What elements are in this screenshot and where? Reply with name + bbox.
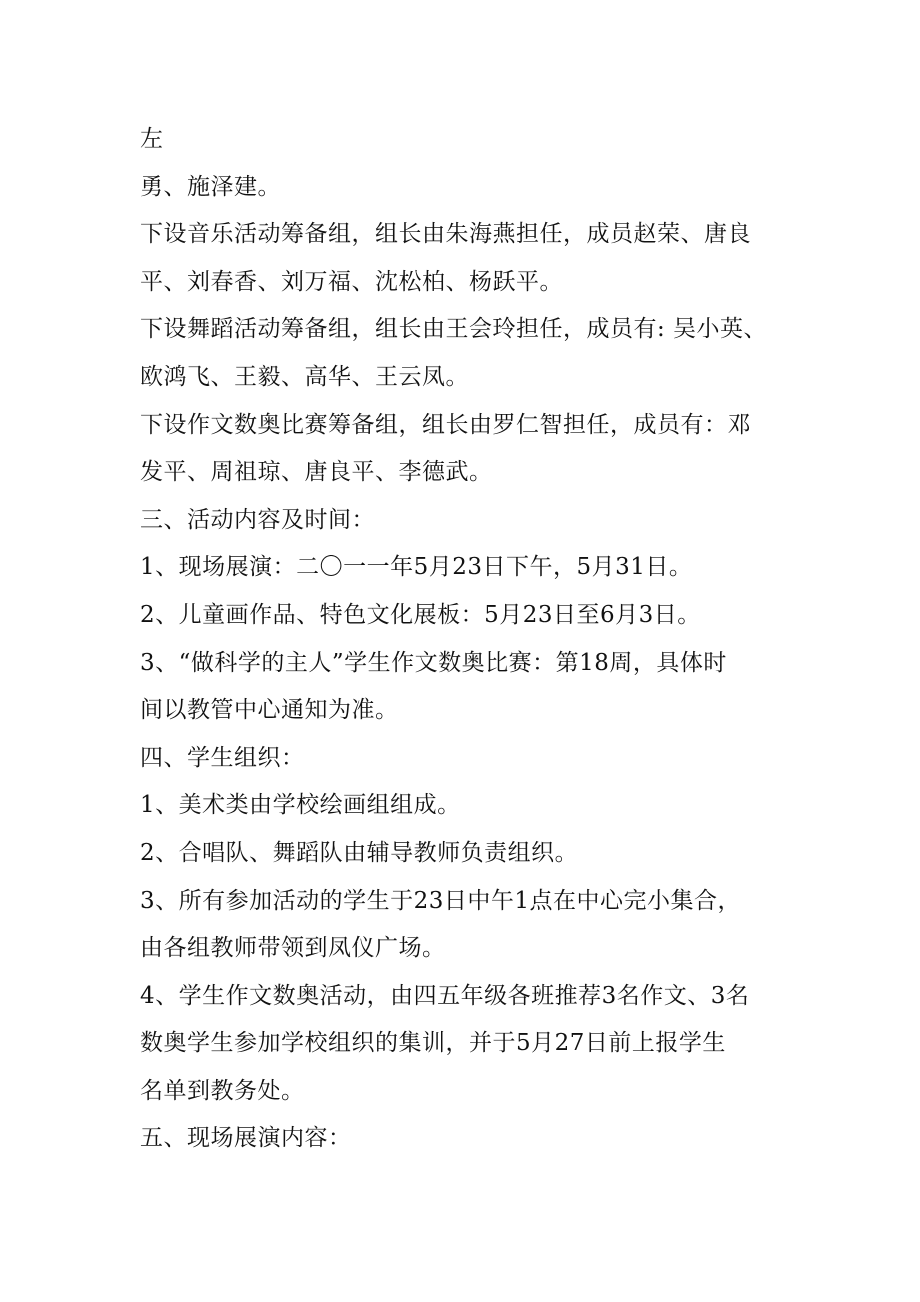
text-line: 左	[140, 126, 164, 152]
list-item-continuation: 数奥学生参加学校组织的集训，并于5月27日前上报学生	[140, 1030, 726, 1057]
list-item: 2、儿童画作品、特色文化展板：5月23日至6月3日。	[140, 601, 701, 628]
text-line: 发平、周祖琼、唐良平、李德武。	[140, 459, 493, 486]
document-body	[140, 116, 790, 1163]
text-line: 下设作文数奥比赛筹备组，组长由罗仁智担任，成员有：邓	[140, 411, 751, 438]
list-item-continuation: 间以教管中心通知为准。	[140, 697, 399, 724]
text-line: 欧鸿飞、王毅、高华、王云凤。	[140, 363, 469, 390]
section-heading: 五、现场展演内容：	[140, 1125, 352, 1152]
list-item-continuation: 名单到教务处。	[140, 1077, 305, 1104]
list-item: 3、所有参加活动的学生于23日中午1点在中心完小集合，	[140, 887, 742, 914]
list-item: 2、合唱队、舞蹈队由辅导教师负责组织。	[140, 839, 579, 866]
list-item: 4、学生作文数奥活动，由四五年级各班推荐3名作文、3名	[140, 982, 750, 1009]
section-heading: 三、活动内容及时间：	[140, 506, 375, 533]
list-item: 3、“做科学的主人”学生作文数奥比赛：第18周，具体时	[140, 649, 727, 676]
text-line: 下设舞蹈活动筹备组，组长由王会玲担任，成员有: 吴小英、	[140, 316, 768, 343]
list-item: 1、美术类由学校绘画组组成。	[140, 792, 461, 819]
text-line: 勇、施泽建。	[140, 173, 281, 200]
text-line: 平、刘春香、刘万福、沈松柏、杨跃平。	[140, 268, 563, 295]
list-item: 1、现场展演：二〇一一年5月23日下午，5月31日。	[140, 554, 693, 581]
list-item-continuation: 由各组教师带领到凤仪广场。	[140, 935, 446, 962]
text-line: 下设音乐活动筹备组，组长由朱海燕担任，成员赵荣、唐良	[140, 221, 751, 248]
section-heading: 四、学生组织：	[140, 744, 305, 771]
